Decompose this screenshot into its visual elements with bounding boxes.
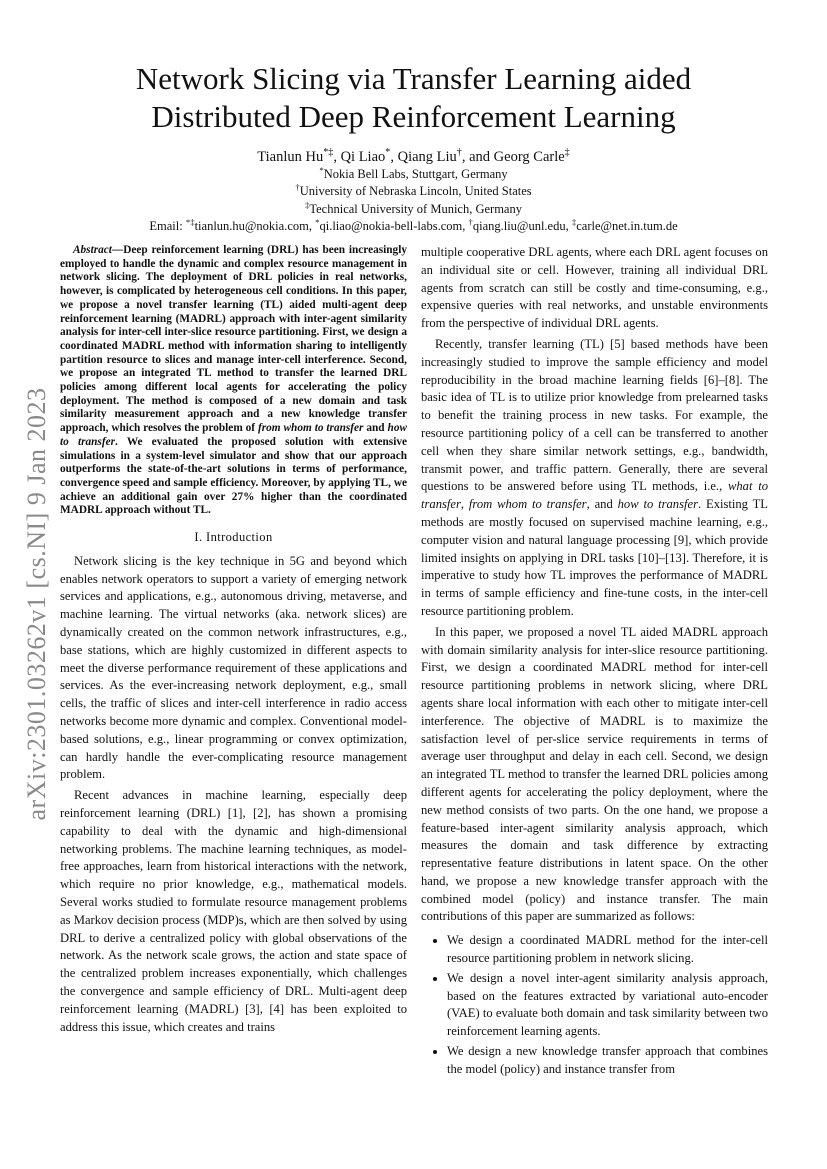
abstract-emphasis: how to transfer: [60, 422, 407, 448]
author-name: Tianlun Hu: [257, 149, 324, 165]
affiliation-1: [60, 166, 767, 182]
intro-paragraph-continued: multiple cooperative DRL agents, where each DRL agent focuses on an individual site or cell. However, training all individual DRL agents from scratch can still be costly and time-consuming, e.g., expensive queries with real networks, and unstable environments from the perspective of individual DRL agents.: [421, 245, 768, 331]
paragraph-text: . Existing TL methods are mostly focused on supervised machine learning, e.g., computer vision and natural language processing [9], which provide limited insights on applying in DRL tasks [10]–[13]. Therefore, it is imperative to study how TL improves the performance of MADRL in terms of sample efficiency and fine-tune costs, in the inter-cell resource partitioning problem.: [421, 497, 768, 618]
paragraph-emphasis: what to transfer: [421, 479, 768, 512]
paragraph-text: ,: [460, 497, 469, 512]
intro-paragraph-4: In this paper, we proposed a novel TL aided MADRL approach with domain similarity analysis for inter-slice resource partitioning. First, we design a coordinated MADRL method for inter-cell resource partitioning problems in network slicing, where DRL agents share local information with each other to mitigate inter-cell interference. The objective of MADRL is to maximize the satisfaction level of per-slice service requirements in terms of average user throughput and delay in each cell. Second, we design an integrated TL method to transfer the learned DRL policies among different agents for accelerating the policy deployment, where the new method consists of two parts. On the one hand, we propose a feature-based inter-agent similarity analysis approach, which measures the domain and task difference by extracting representative feature distributions in latent space. On the other hand, we propose a new knowledge transfer approach with the combined model (policy) and instance transfer. The main contributions of this paper are summarized as follows:: [421, 624, 768, 924]
title-line-1: Network Slicing via Transfer Learning aided: [135, 61, 692, 96]
author-mark: *‡: [323, 147, 334, 159]
left-column: [60, 244, 407, 1039]
section-heading: I. Introduction: [194, 530, 273, 545]
abstract-label: Abstract: [73, 244, 112, 256]
email-line: [60, 218, 767, 234]
author-list: [60, 149, 767, 166]
paragraph-emphasis: from whom to transfer: [468, 497, 587, 512]
affiliation-mark: ‡: [305, 199, 310, 210]
contribution-list: [421, 932, 768, 1078]
email-address: tianlun.hu@nokia.com,: [194, 219, 316, 233]
affiliation-text: Nokia Bell Labs, Stuttgart, Germany: [323, 167, 508, 181]
intro-paragraph-1: Network slicing is the key technique in 5G and beyond which enables network operators to support a variety of emerging network services and applications, e.g., autonomous driving, metaverse, and machine learning. The virtual networks (aka. network slices) are dynamically created on the common network infrastructures, e.g., base stations, which are highly customized in different aspects to meet the diverse performance requirement of these applications and services. As the ever-increasing network deployment, e.g., small cells, the traffic of slices and inter-cell interference in radio access networks become more dynamic and complex. Conventional model-based solutions, e.g., linear programming or convex optimization, can hardly handle the ever-complicating resource management problem.: [60, 553, 407, 782]
arxiv-identifier: arXiv:2301.03262v1 [cs.NI] 9 Jan 2023: [22, 387, 51, 821]
abstract-text: —Deep reinforcement learning (DRL) has been increasingly employed to handle the dynamic and complex resource management in network slicing. The deployment of DRL policies in real networks, however, is complicated by heterogeneous cell conditions. In this paper, we propose a novel transfer learning (TL) aided multi-agent deep reinforcement learning (MADRL) approach with inter-agent similarity analysis for inter-cell inter-slice resource partitioning. First, we design a coordinated MADRL method with information sharing to intelligently partition resource to slices and manage inter-cell interference. Second, we propose an integrated TL method to transfer the learned DRL policies among different local agents for accelerating the policy deployment. The method is composed of a new domain and task similarity measurement approach and a new knowledge transfer approach, which resolves the problem of: [60, 244, 407, 435]
affiliation-text: Technical University of Munich, Germany: [309, 202, 522, 216]
title-line-2: Distributed Deep Reinforcement Learning: [151, 99, 676, 134]
author-name: , Qiang Liu: [390, 149, 457, 165]
affiliation-mark: *: [319, 164, 324, 175]
intro-paragraph-2: Recent advances in machine learning, especially deep reinforcement learning (DRL) [1], [2], has shown a promising capability to deal with the dynamic and high-dimensional networking problems. The machine learning techniques, as model-free approaches, learn from historical interactions with the network, which require no prior knowledge, e.g., mathematical models. Several works studied to formulate resource management problems as Markov decision process (MDP)s, which are then solved by using DRL to derive a centralized policy with global observations of the network. As the network scale grows, the action and state space of the centralized problem increases exponentially, which challenges the convergence and sample efficiency of DRL. Multi-agent deep reinforcement learning (MADRL) [3], [4] has been exploited to address this issue, which creates and trains: [60, 788, 407, 1034]
abstract-emphasis: from whom to transfer: [258, 422, 364, 435]
affiliation-2: [60, 183, 767, 199]
author-mark: *: [385, 147, 391, 159]
paper-title: [60, 60, 767, 136]
author-name: , Qi Liao: [333, 149, 386, 165]
email-mark: †: [468, 216, 473, 227]
email-mark: *‡: [185, 216, 195, 227]
right-column: [421, 244, 768, 1081]
affiliation-3: [60, 201, 767, 217]
paragraph-emphasis: how to transfer: [617, 497, 698, 512]
abstract-text: and: [363, 422, 388, 435]
affiliation-mark: †: [295, 181, 300, 192]
email-address: carle@net.in.tum.de: [576, 219, 678, 233]
contribution-item: • We design a new knowledge transfer approach that combines the model (policy) and instance transfer from: [447, 1043, 768, 1079]
author-mark: †: [456, 147, 462, 159]
abstract: [60, 244, 407, 518]
email-address: qiang.liu@unl.edu,: [472, 219, 572, 233]
paragraph-text: , and: [586, 497, 618, 512]
abstract-text: . We evaluated the proposed solution with extensive simulations in a system-level simulator and show that our approach outperforms the state-of-the-art solutions in terms of performance, convergence speed and sample efficiency. Moreover, by applying TL, we achieve an additional gain over 27% higher than the coordinated MADRL approach without TL.: [60, 435, 408, 517]
author-mark: ‡: [564, 147, 570, 159]
intro-paragraph-3: [421, 336, 768, 621]
contribution-item: • We design a coordinated MADRL method for the inter-cell resource partitioning problem in network slicing.: [447, 932, 768, 968]
paragraph-text: Recently, transfer learning (TL) [5] based methods have been increasingly studied to improve the sample efficiency and model reproducibility in the broad machine learning fields [6]–[8]. The basic idea of TL is to utilize prior knowledge from prelearned tasks to benefit the training process in new tasks. For example, the resource partitioning policy of a cell can be transferred to another cell when they share similar network settings, e.g., bandwidth, transmit power, and traffic pattern. Generally, there are several questions to be answered before using TL methods, i.e.,: [421, 336, 768, 494]
author-name: , and Georg Carle: [461, 149, 565, 165]
email-mark: ‡: [571, 216, 577, 227]
contribution-item: • We design a novel inter-agent similarity analysis approach, based on the features extracted by variational auto-encoder (VAE) to evaluate both domain and task similarity between two reinforcement learning agents.: [447, 970, 768, 1041]
email-mark: *: [315, 216, 320, 227]
email-address: qi.liao@nokia-bell-labs.com,: [319, 219, 469, 233]
affiliation-text: University of Nebraska Lincoln, United States: [299, 184, 532, 198]
email-label: Email:: [149, 219, 186, 233]
